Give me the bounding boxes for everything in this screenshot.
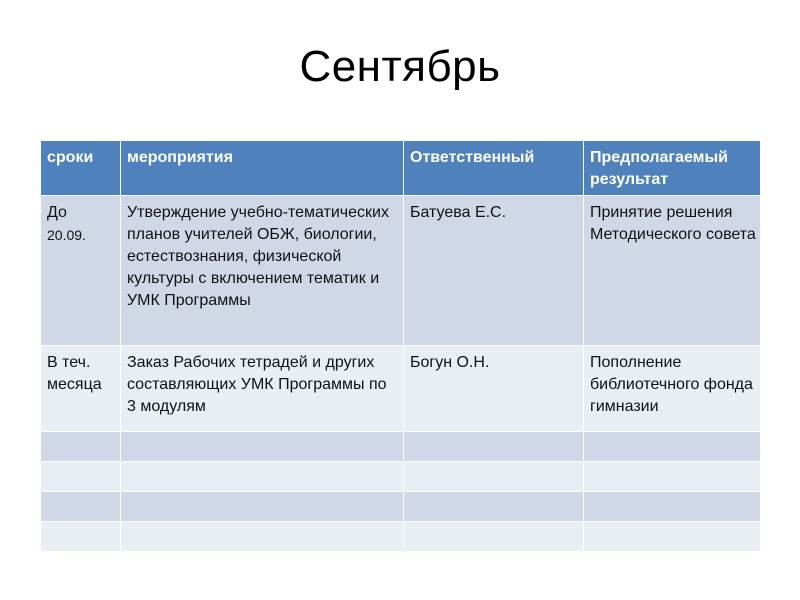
- table-row: [41, 196, 761, 346]
- empty-cell: [404, 522, 584, 552]
- empty-row: [41, 492, 761, 522]
- empty-cell: [404, 492, 584, 522]
- header-cell-events: мероприятия: [121, 141, 404, 196]
- responsible-cell: Богун О.Н.: [404, 346, 584, 432]
- result-cell: Принятие решения Методического совета: [584, 196, 761, 346]
- empty-cell: [41, 432, 121, 462]
- header-cell-responsible: Ответственный: [404, 141, 584, 196]
- empty-cell: [404, 462, 584, 492]
- empty-cell: [41, 522, 121, 552]
- empty-cell: [121, 522, 404, 552]
- empty-cell: [584, 492, 761, 522]
- table-row: [41, 346, 761, 432]
- empty-cell: [404, 432, 584, 462]
- empty-row: [41, 432, 761, 462]
- date-cell: [41, 196, 121, 346]
- result-cell: Пополнение библиотечного фонда гимназии: [584, 346, 761, 432]
- header-cell-result: Предполагаемый результат: [584, 141, 761, 196]
- plan-table: [40, 140, 761, 552]
- date-line: До: [47, 204, 67, 221]
- empty-cell: [41, 462, 121, 492]
- header-row: [41, 141, 761, 196]
- date-cell: В теч. месяца: [41, 346, 121, 432]
- event-cell: Утверждение учебно-тематических планов учителей ОБЖ, биологии, естествознания, физической культуры с включением тематик и УМК Программы: [121, 196, 404, 346]
- empty-cell: [584, 432, 761, 462]
- empty-cell: [121, 432, 404, 462]
- empty-cell: [121, 492, 404, 522]
- event-cell: Заказ Рабочих тетрадей и других составляющих УМК Программы по 3 модулям: [121, 346, 404, 432]
- responsible-cell: Батуева Е.С.: [404, 196, 584, 346]
- empty-cell: [41, 492, 121, 522]
- empty-row: [41, 522, 761, 552]
- empty-cell: [121, 462, 404, 492]
- header-cell-dates: сроки: [41, 141, 121, 196]
- date-line: 20.09.: [47, 227, 86, 243]
- slide-title: Сентябрь: [299, 42, 501, 91]
- empty-cell: [584, 462, 761, 492]
- empty-cell: [584, 522, 761, 552]
- empty-row: [41, 462, 761, 492]
